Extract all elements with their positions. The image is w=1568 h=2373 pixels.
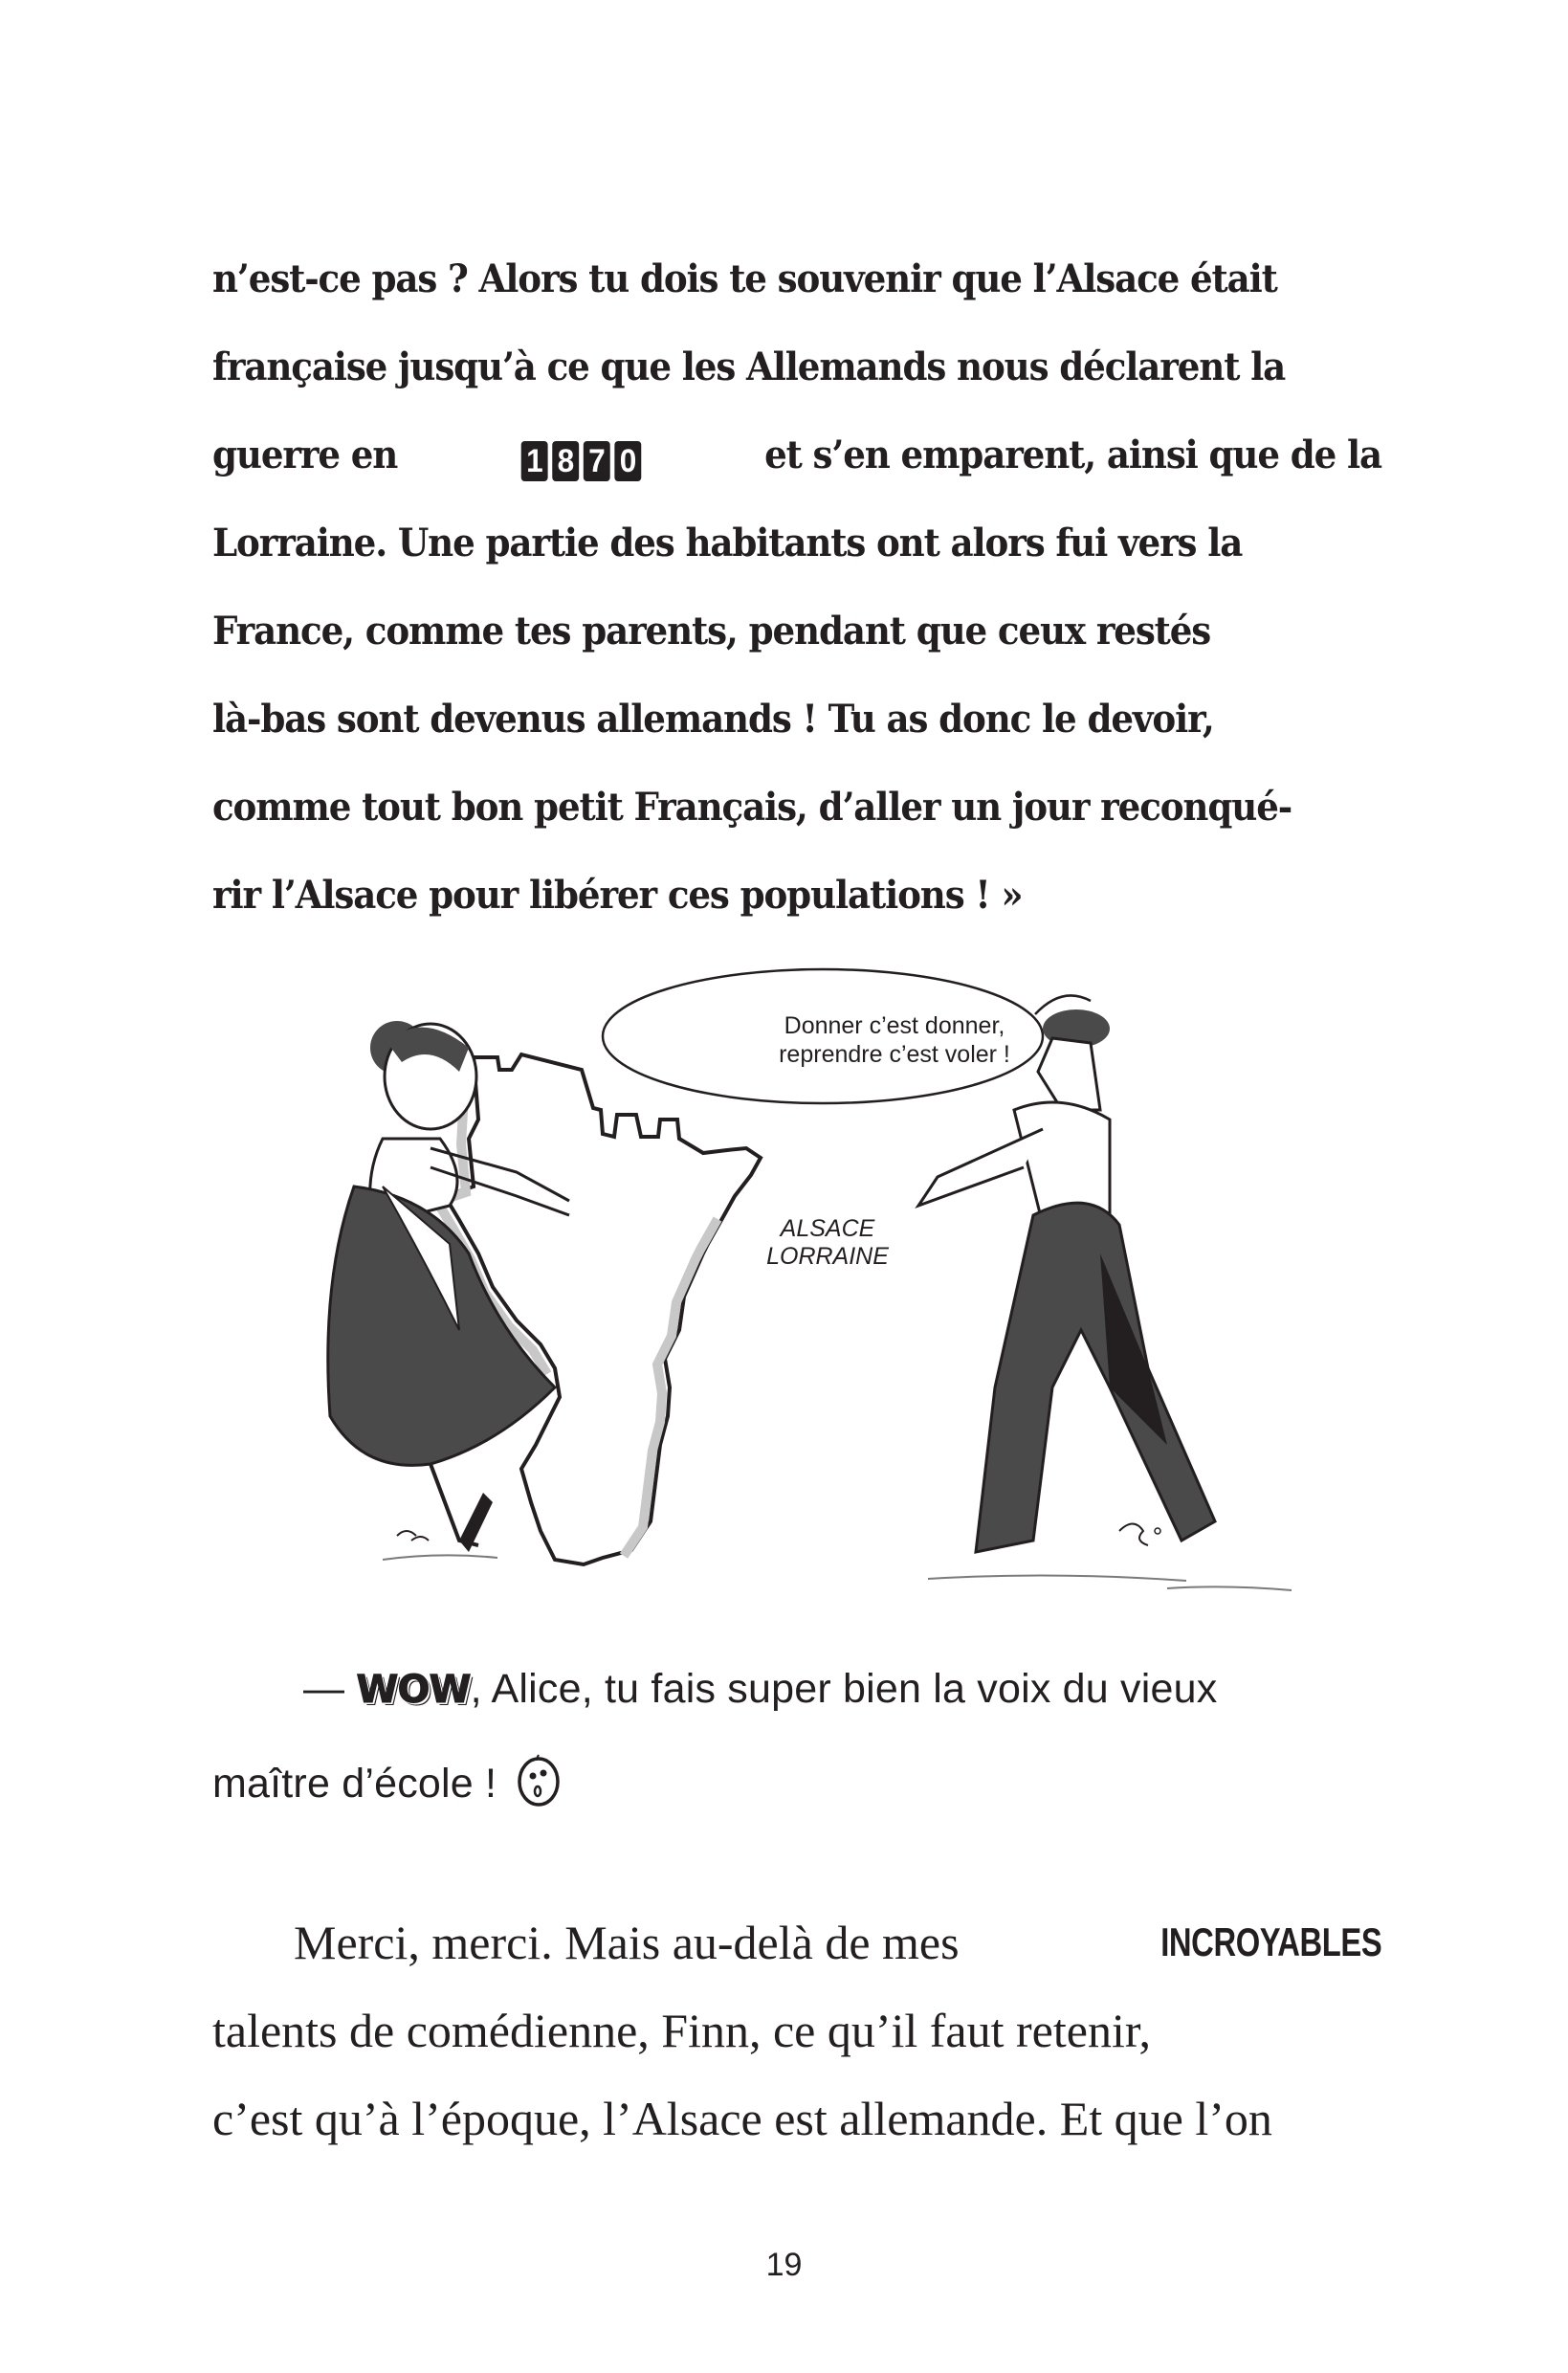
- dialogue-line: [212, 1751, 1381, 1842]
- narrative-text: Merci, merci. Mais au-delà de mes: [294, 1916, 960, 1969]
- year-1870-badge: [520, 437, 641, 477]
- narrative-line: talents de comédienne, Finn, ce qu’il faut retenir,: [212, 2004, 1151, 2057]
- year-digit: 0: [614, 441, 641, 481]
- map-label-line: ALSACE: [780, 1215, 875, 1242]
- quote-line: Lorraine. Une partie des habitants ont alors fui vers la: [212, 521, 1243, 566]
- dialogue-lead: [303, 1660, 1217, 1751]
- speech-line: Donner c’est donner,: [784, 1012, 1005, 1039]
- year-digit: 8: [552, 441, 579, 481]
- dialogue-paragraph: [212, 1660, 1381, 1842]
- man-figure: [918, 1009, 1215, 1552]
- map-label: [746, 1215, 909, 1271]
- quote-line: [212, 427, 1381, 515]
- quote-line: n’est-ce pas ? Alors tu dois te souvenir que l’Alsace était: [212, 256, 1277, 301]
- quote-line: France, comme tes parents, pendant que ceux restés: [212, 609, 1211, 654]
- wow-emphasis: WOW: [356, 1668, 471, 1712]
- map-label-line: LORRAINE: [766, 1243, 889, 1270]
- speech-bubble-text: [770, 1011, 1019, 1069]
- narrative-line: [212, 1909, 1381, 1997]
- quote-line: là-bas sont devenus allemands ! Tu as donc le devoir,: [212, 697, 1214, 742]
- em-dash: —: [303, 1666, 345, 1712]
- year-digit: 7: [583, 441, 609, 481]
- quoted-passage: [212, 251, 1381, 955]
- quote-text: guerre en: [212, 432, 398, 477]
- surprised-face-icon: [516, 1751, 562, 1824]
- year-digit: 1: [520, 441, 547, 481]
- narrative-line: c’est qu’à l’époque, l’Alsace est allemande. Et que l’on: [212, 2092, 1272, 2145]
- quote-text: et s’en emparent, ainsi que de la: [764, 432, 1382, 477]
- page-number: 19: [765, 2247, 803, 2283]
- quote-line: comme tout bon petit Français, d’aller un jour reconqué-: [212, 785, 1292, 830]
- quote-line: française jusqu’à ce que les Allemands nous déclarent la: [212, 344, 1286, 389]
- dialogue-line: [212, 1660, 1381, 1751]
- incroyables-emphasis: INCROYABLES: [1159, 1919, 1381, 1964]
- alsace-lorraine-tug-of-war-illustration: [325, 966, 1301, 1636]
- dialogue-text: , Alice, tu fais super bien la voix du vieux: [470, 1666, 1218, 1712]
- speech-line: reprendre c’est voler !: [779, 1041, 1010, 1068]
- dialogue-text: maître d’école !: [212, 1761, 497, 1807]
- quote-line: rir l’Alsace pour libérer ces populations ! »: [212, 873, 1023, 918]
- narrative-paragraph: [212, 1909, 1381, 2173]
